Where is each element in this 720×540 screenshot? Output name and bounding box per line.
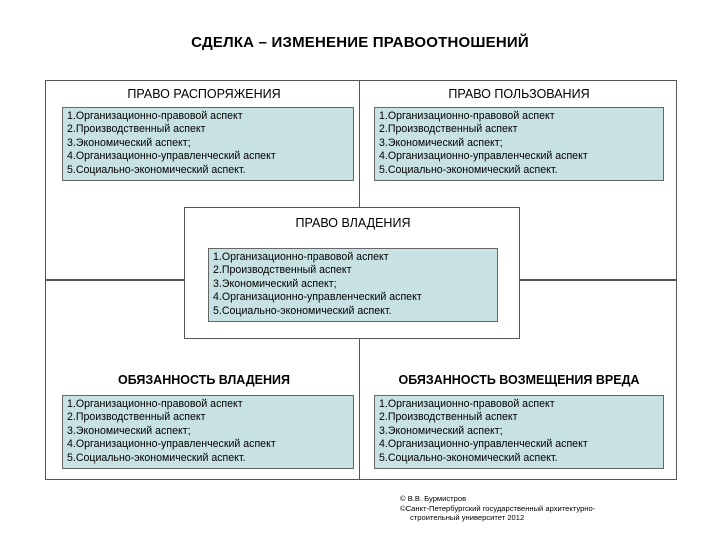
aspect-list xyxy=(374,395,664,469)
list-item: 4.Организационно-управленческий аспект xyxy=(379,150,588,163)
copyright-university-continued: строительный университет 2012 xyxy=(410,513,525,522)
copyright-footer xyxy=(400,494,700,523)
copyright-university: ©Санкт-Петербургский государственный архитектурно- xyxy=(400,503,596,513)
list-item: 2.Производственный аспект xyxy=(67,123,206,136)
list-item: 3.Экономический аспект; xyxy=(379,136,503,149)
list-item: 3.Экономический аспект; xyxy=(213,277,337,290)
list-item: 4.Организационно-управленческий аспект xyxy=(213,291,422,304)
list-item: 1.Организационно-правовой аспект xyxy=(67,110,243,122)
aspect-list xyxy=(208,248,498,322)
list-item: 2.Производственный аспект xyxy=(213,264,352,277)
list-item: 3.Экономический аспект; xyxy=(67,424,191,437)
list-item: 2.Производственный аспект xyxy=(67,411,206,424)
quadrant-heading: ОБЯЗАННОСТЬ ВЛАДЕНИЯ xyxy=(117,373,291,387)
copyright-author: © В.В. Бурмистров xyxy=(400,494,467,503)
list-item: 1.Организационно-правовой аспект xyxy=(213,251,389,263)
list-item: 5.Социально-экономический аспект. xyxy=(379,451,558,464)
list-item: 5.Социально-экономический аспект. xyxy=(379,163,558,176)
list-item: 4.Организационно-управленческий аспект xyxy=(67,438,276,451)
aspect-list xyxy=(374,107,664,181)
list-item: 1.Организационно-правовой аспект xyxy=(379,110,555,122)
list-item: 3.Экономический аспект; xyxy=(67,136,191,149)
aspect-list xyxy=(62,107,354,181)
list-item: 1.Организационно-правовой аспект xyxy=(379,398,555,410)
list-item: 5.Социально-экономический аспект. xyxy=(67,163,246,176)
list-item: 1.Организационно-правовой аспект xyxy=(67,398,243,410)
quadrant-heading: ПРАВО ПОЛЬЗОВАНИЯ xyxy=(448,87,590,101)
quadrant-heading: ОБЯЗАННОСТЬ ВОЗМЕЩЕНИЯ ВРЕДА xyxy=(398,373,640,387)
list-item: 2.Производственный аспект xyxy=(379,411,518,424)
quadrant-heading: ПРАВО РАСПОРЯЖЕНИЯ xyxy=(127,87,281,101)
center-possession-right xyxy=(184,207,520,339)
list-item: 5.Социально-экономический аспект. xyxy=(213,304,392,317)
center-heading: ПРАВО ВЛАДЕНИЯ xyxy=(295,216,411,230)
list-item: 4.Организационно-управленческий аспект xyxy=(379,438,588,451)
list-item: 2.Производственный аспект xyxy=(379,123,518,136)
list-item: 5.Социально-экономический аспект. xyxy=(67,451,246,464)
list-item: 4.Организационно-управленческий аспект xyxy=(67,150,276,163)
diagram-title: СДЕЛКА – ИЗМЕНЕНИЕ ПРАВООТНОШЕНИЙ xyxy=(191,34,529,51)
aspect-list xyxy=(62,395,354,469)
list-item: 3.Экономический аспект; xyxy=(379,424,503,437)
